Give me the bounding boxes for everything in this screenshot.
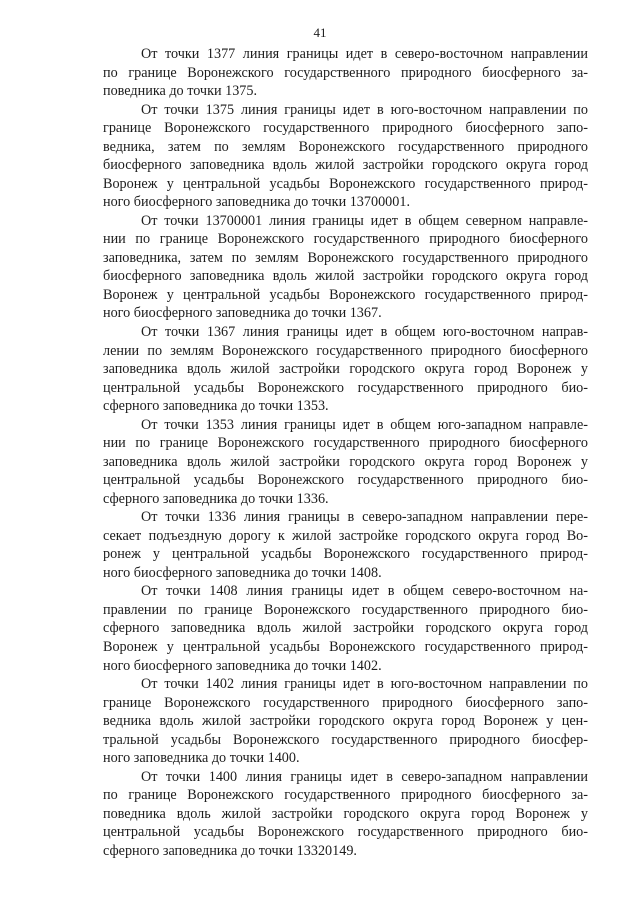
text-line: ного заповедника до точки 1400. bbox=[103, 750, 300, 767]
text-line: От точки 1408 линия границы идет в общем северо-восточном на- bbox=[141, 583, 588, 600]
text-line: по границе Воронежского государственного природного биосферного за- bbox=[103, 64, 588, 81]
text-line: сферного заповедника вдоль жилой застройки городского округа город bbox=[103, 620, 588, 637]
paragraph bbox=[103, 416, 588, 509]
paragraph bbox=[103, 582, 588, 675]
text-line: поведника до точки 1375. bbox=[103, 83, 258, 100]
text-line: биосферного заповедника вдоль жилой застройки городского округа город bbox=[103, 268, 588, 285]
body-text bbox=[103, 45, 588, 860]
text-line: От точки 1353 линия границы идет в общем юго-западном направле- bbox=[141, 416, 588, 433]
text-line: От точки 1400 линия границы идет в северо-западном направлении bbox=[141, 768, 588, 785]
text-line: секает подъездную дорогу к жилой застройке городского округа город Во- bbox=[103, 527, 588, 544]
text-line: Воронеж у центральной усадьбы Воронежского государственного природ- bbox=[103, 639, 588, 655]
paragraph bbox=[103, 508, 588, 582]
text-line: правлении по границе Воронежского государственного природного био- bbox=[103, 601, 588, 618]
paragraph bbox=[103, 323, 588, 416]
paragraph bbox=[103, 768, 588, 861]
page-number: 41 bbox=[313, 25, 327, 40]
text-line: заповедника вдоль жилой застройки городского округа город Воронеж у bbox=[103, 361, 588, 378]
paragraph bbox=[103, 101, 588, 212]
text-line: Воронеж у центральной усадьбы Воронежского государственного природ- bbox=[103, 175, 588, 192]
text-line: границе Воронежского государственного природного биосферного запо- bbox=[103, 120, 588, 137]
text-line: От точки 1402 линия границы идет в юго-восточном направлении по bbox=[141, 676, 588, 693]
text-line: Воронеж у центральной усадьбы Воронежского государственного природ- bbox=[103, 286, 588, 303]
text-line: От точки 1375 линия границы идет в юго-восточном направлении по bbox=[141, 101, 588, 118]
text-line: тральной усадьбы Воронежского государственного природного биосфер- bbox=[103, 731, 588, 748]
paragraph bbox=[103, 212, 588, 323]
text-line: границе Воронежского государственного природного биосферного запо- bbox=[103, 694, 588, 711]
text-line: по границе Воронежского государственного природного биосферного за- bbox=[103, 787, 588, 804]
text-line: заповедника вдоль жилой застройки городского округа город Воронеж у bbox=[103, 453, 588, 470]
text-line: ного биосферного заповедника до точки 1367. bbox=[103, 305, 382, 322]
paragraph bbox=[103, 45, 588, 101]
text-line: нии по границе Воронежского государственного природного биосферного bbox=[103, 435, 588, 452]
text-line: ного биосферного заповедника до точки 1408. bbox=[103, 564, 382, 581]
text-line: сферного заповедника до точки 1353. bbox=[103, 398, 329, 415]
text-line: ведника вдоль жилой застройки городского округа город Воронеж у цен- bbox=[103, 713, 588, 730]
text-line: От точки 1336 линия границы в северо-западном направлении пере- bbox=[141, 509, 588, 526]
text-line: центральной усадьбы Воронежского государственного природного био- bbox=[103, 472, 588, 489]
text-line: поведника вдоль жилой застройки городского округа город Воронеж у bbox=[103, 805, 588, 822]
text-line: ведника, затем по землям Воронежского государственного природного bbox=[103, 138, 588, 155]
text-line: От точки 1377 линия границы идет в северо-восточном направлении bbox=[141, 46, 588, 62]
text-line: От точки 1367 линия границы идет в общем юго-восточном направ- bbox=[141, 323, 588, 340]
text-line: ного биосферного заповедника до точки 1402. bbox=[103, 657, 382, 674]
text-line: нии по границе Воронежского государственного природного биосферного bbox=[103, 231, 588, 248]
text-line: сферного заповедника до точки 1336. bbox=[103, 490, 329, 507]
text-line: От точки 13700001 линия границы идет в общем северном направле- bbox=[141, 212, 588, 229]
text-line: центральной усадьбы Воронежского государственного природного био- bbox=[103, 824, 588, 841]
text-line: ронеж у центральной усадьбы Воронежского государственного природ- bbox=[103, 546, 588, 563]
text-line: центральной усадьбы Воронежского государственного природного био- bbox=[103, 379, 588, 396]
paragraph bbox=[103, 675, 588, 768]
text-line: заповедника, затем по землям Воронежского государственного природного bbox=[103, 249, 588, 266]
text-line: ного биосферного заповедника до точки 13700001. bbox=[103, 194, 411, 211]
text-line: биосферного заповедника вдоль жилой застройки городского округа город bbox=[103, 157, 588, 174]
text-line: лении по землям Воронежского государственного природного биосферного bbox=[103, 342, 588, 359]
text-line: сферного заповедника до точки 13320149. bbox=[103, 842, 357, 859]
